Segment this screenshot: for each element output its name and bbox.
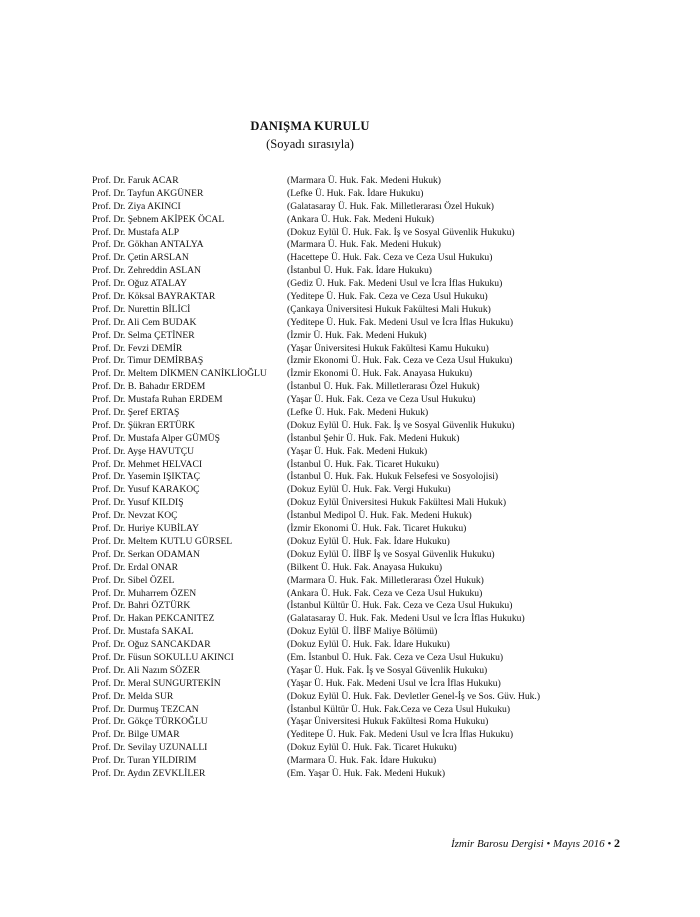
list-item (92, 768, 562, 781)
member-affiliation: (Galatasaray Ü. Huk. Fak. Medeni Usul ve İcra İflas Hukuku) (287, 613, 525, 625)
list-item (92, 678, 562, 691)
member-affiliation: (Marmara Ü. Huk. Fak. Medeni Hukuk) (287, 239, 441, 251)
member-name: Prof. Dr. Nurettin BİLİCİ (92, 303, 191, 315)
list-item (92, 278, 562, 291)
member-affiliation: (Dokuz Eylül Ü. Huk. Fak. Ticaret Hukuku) (287, 742, 457, 754)
page-number: 2 (614, 836, 620, 850)
list-item (92, 562, 562, 575)
member-name: Prof. Dr. Zehreddin ASLAN (92, 265, 201, 277)
member-affiliation: (Hacettepe Ü. Huk. Fak. Ceza ve Ceza Usul Hukuku) (287, 252, 493, 264)
list-item (92, 742, 562, 755)
list-item (92, 575, 562, 588)
member-affiliation: (İzmir Ü. Huk. Fak. Medeni Hukuk) (287, 329, 427, 341)
member-affiliation: (Yeditepe Ü. Huk. Fak. Medeni Usul ve İcra İflas Hukuku) (287, 729, 514, 741)
member-name: Prof. Dr. Timur DEMİRBAŞ (92, 355, 204, 367)
member-name: Prof. Dr. Nevzat KOÇ (92, 510, 178, 522)
member-name: Prof. Dr. Serkan ODAMAN (92, 548, 200, 560)
page-title: DANIŞMA KURULU (250, 119, 370, 133)
list-item (92, 446, 562, 459)
list-item (92, 471, 562, 484)
list-item (92, 368, 562, 381)
list-item (92, 665, 562, 678)
list-item (92, 252, 562, 265)
member-name: Prof. Dr. Gökçe TÜRKOĞLU (92, 716, 208, 728)
member-name: Prof. Dr. Ali Nazım SÖZER (92, 664, 201, 676)
member-name: Prof. Dr. Turan YILDIRIM (92, 755, 197, 767)
member-affiliation: (Marmara Ü. Huk. Fak. Milletlerarası Özel Hukuk) (287, 574, 484, 586)
list-item (92, 484, 562, 497)
member-affiliation: (Yaşar Üniversitesi Hukuk Fakültesi Roma Hukuku) (287, 716, 489, 728)
member-affiliation: (Dokuz Eylül Ü. İİBF Maliye Bölümü) (287, 626, 438, 638)
member-name: Prof. Dr. B. Bahadır ERDEM (92, 381, 206, 393)
member-name: Prof. Dr. Meral SUNGURTEKİN (92, 677, 221, 689)
list-item (92, 317, 562, 330)
list-item (92, 523, 562, 536)
member-name: Prof. Dr. Yasemin IŞIKTAÇ (92, 471, 200, 483)
member-affiliation: (Yaşar Ü. Huk. Fak. Medeni Usul ve İcra İflas Hukuku) (287, 677, 501, 689)
list-item (92, 755, 562, 768)
list-item (92, 704, 562, 717)
member-affiliation: (Dokuz Eylül Ü. Huk. Fak. İş ve Sosyal Güvenlik Hukuku) (287, 419, 515, 431)
member-affiliation: (Yaşar Üniversitesi Hukuk Fakültesi Kamu Hukuku) (287, 342, 489, 354)
member-name: Prof. Dr. Sevilay UZUNALLI (92, 742, 208, 754)
member-affiliation: (Dokuz Eylül Ü. Huk. Fak. İdare Hukuku) (287, 639, 450, 651)
member-affiliation: (Dokuz Eylül Ü. Huk. Fak. İdare Hukuku) (287, 535, 450, 547)
member-affiliation: (İstanbul Kültür Ü. Huk. Fak. Ceza ve Ceza Usul Hukuku) (287, 600, 513, 612)
member-affiliation: (İstanbul Ü. Huk. Fak. Hukuk Felsefesi ve Sosyolojisi) (287, 471, 499, 483)
list-item (92, 626, 562, 639)
member-affiliation: (Yaşar Ü. Huk. Fak. Medeni Hukuk) (287, 445, 428, 457)
member-affiliation: (Marmara Ü. Huk. Fak. Medeni Hukuk) (287, 175, 441, 186)
member-name: Prof. Dr. Muharrem ÖZEN (92, 587, 197, 599)
list-item (92, 214, 562, 227)
member-name: Prof. Dr. Selma ÇETİNER (92, 329, 195, 341)
list-item (92, 201, 562, 214)
list-item (92, 265, 562, 278)
page-footer (0, 836, 620, 851)
member-affiliation: (İzmir Ekonomi Ü. Huk. Fak. Anayasa Hukuku) (287, 368, 473, 380)
member-name: Prof. Dr. Meltem DİKMEN CANİKLİOĞLU (92, 368, 267, 380)
list-item (92, 588, 562, 601)
list-item (92, 355, 562, 368)
member-affiliation: (Yaşar Ü. Huk. Fak. Ceza ve Ceza Usul Hukuku) (287, 394, 476, 406)
list-item (92, 600, 562, 613)
list-item (92, 394, 562, 407)
member-name: Prof. Dr. Şebnem AKİPEK ÖCAL (92, 213, 225, 225)
member-name: Prof. Dr. Durmuş TEZCAN (92, 703, 199, 715)
journal-info: İzmir Barosu Dergisi • Mayıs 2016 • (450, 838, 612, 850)
list-item (92, 729, 562, 742)
member-name: Prof. Dr. Gökhan ANTALYA (92, 239, 204, 251)
list-item (92, 304, 562, 317)
member-name: Prof. Dr. Aydın ZEVKLİLER (92, 767, 206, 779)
member-affiliation: (İzmir Ekonomi Ü. Huk. Fak. Ticaret Hukuku) (287, 523, 467, 535)
member-affiliation: (Yeditepe Ü. Huk. Fak. Ceza ve Ceza Usul Hukuku) (287, 291, 488, 303)
member-name: Prof. Dr. Füsun SOKULLU AKINCI (92, 651, 234, 663)
member-affiliation: (Em. Yaşar Ü. Huk. Fak. Medeni Hukuk) (287, 767, 446, 779)
member-affiliation: (Lefke Ü. Huk. Fak. İdare Hukuku) (287, 187, 424, 199)
member-affiliation: (İstanbul Ü. Huk. Fak. İdare Hukuku) (287, 265, 432, 277)
list-item (92, 227, 562, 240)
member-name: Prof. Dr. Erdal ONAR (92, 561, 179, 573)
member-affiliation: (İstanbul Ü. Huk. Fak. Ticaret Hukuku) (287, 458, 439, 470)
member-affiliation: (Ankara Ü. Huk. Fak. Ceza ve Ceza Usul Hukuku) (287, 587, 483, 599)
member-name: Prof. Dr. Meltem KUTLU GÜRSEL (92, 535, 233, 547)
list-item (92, 716, 562, 729)
member-name: Prof. Dr. Tayfun AKGÜNER (92, 187, 204, 199)
member-name: Prof. Dr. Hakan PEKCANITEZ (92, 613, 215, 625)
list-item (92, 343, 562, 356)
member-name: Prof. Dr. Mustafa ALP (92, 226, 180, 238)
list-item (92, 549, 562, 562)
member-affiliation: (Em. İstanbul Ü. Huk. Fak. Ceza ve Ceza Usul Hukuku) (287, 651, 504, 663)
member-name: Prof. Dr. Mustafa Alper GÜMÜŞ (92, 432, 220, 444)
member-name: Prof. Dr. Yusuf KILDIŞ (92, 497, 184, 509)
member-affiliation: (İstanbul Şehir Ü. Huk. Fak. Medeni Hukuk) (287, 432, 460, 444)
member-affiliation: (Gediz Ü. Huk. Fak. Medeni Usul ve İcra İflas Hukuku) (287, 278, 503, 290)
list-item (92, 420, 562, 433)
member-name: Prof. Dr. Yusuf KARAKOÇ (92, 484, 200, 496)
member-affiliation: (Çankaya Üniversitesi Hukuk Fakültesi Mali Hukuk) (287, 303, 491, 315)
member-affiliation: (Yaşar Ü. Huk. Fak. İş ve Sosyal Güvenlik Hukuku) (287, 664, 488, 676)
member-name: Prof. Dr. Sibel ÖZEL (92, 574, 175, 586)
list-item (92, 291, 562, 304)
member-name: Prof. Dr. Ayşe HAVUTÇU (92, 445, 195, 457)
member-name: Prof. Dr. Mustafa Ruhan ERDEM (92, 394, 223, 406)
member-name: Prof. Dr. Şeref ERTAŞ (92, 407, 180, 419)
list-item (92, 433, 562, 446)
member-name: Prof. Dr. Şükran ERTÜRK (92, 419, 196, 431)
list-item (92, 239, 562, 252)
member-affiliation: (Ankara Ü. Huk. Fak. Medeni Hukuk) (287, 213, 435, 225)
member-name: Prof. Dr. Mustafa SAKAL (92, 626, 194, 638)
member-name: Prof. Dr. Bahri ÖZTÜRK (92, 600, 191, 612)
member-name: Prof. Dr. Huriye KUBİLAY (92, 523, 200, 535)
member-affiliation: (Yeditepe Ü. Huk. Fak. Medeni Usul ve İcra İflas Hukuku) (287, 316, 514, 328)
member-name: Prof. Dr. Ali Cem BUDAK (92, 316, 197, 328)
member-affiliation: (İstanbul Medipol Ü. Huk. Fak. Medeni Hukuk) (287, 510, 472, 522)
list-item (92, 175, 562, 188)
list-item (92, 536, 562, 549)
member-name: Prof. Dr. Oğuz ATALAY (92, 278, 188, 290)
list-item (92, 510, 562, 523)
member-affiliation: (Dokuz Eylül Ü. Huk. Fak. İş ve Sosyal Güvenlik Hukuku) (287, 226, 515, 238)
member-name: Prof. Dr. Köksal BAYRAKTAR (92, 291, 216, 303)
member-name: Prof. Dr. Fevzi DEMİR (92, 342, 183, 354)
member-name: Prof. Dr. Ziya AKINCI (92, 200, 181, 212)
list-item (92, 407, 562, 420)
member-name: Prof. Dr. Mehmet HELVACI (92, 458, 203, 470)
member-affiliation: (Dokuz Eylül Ü. İİBF İş ve Sosyal Güvenlik Hukuku) (287, 548, 495, 560)
list-item (92, 652, 562, 665)
member-affiliation: (Bilkent Ü. Huk. Fak. Anayasa Hukuku) (287, 561, 443, 573)
member-name: Prof. Dr. Bilge UMAR (92, 729, 180, 741)
member-name: Prof. Dr. Melda SUR (92, 690, 174, 702)
member-affiliation: (Galatasaray Ü. Huk. Fak. Milletlerarası Özel Hukuk) (287, 200, 494, 212)
member-affiliation: (Lefke Ü. Huk. Fak. Medeni Hukuk) (287, 407, 429, 419)
member-affiliation: (Dokuz Eylül Üniversitesi Hukuk Fakültesi Mali Hukuk) (287, 497, 507, 509)
list-item (92, 459, 562, 472)
member-affiliation: (Marmara Ü. Huk. Fak. İdare Hukuku) (287, 755, 437, 767)
list-item (92, 330, 562, 343)
member-name: Prof. Dr. Faruk ACAR (92, 175, 179, 186)
member-affiliation: (Dokuz Eylül Ü. Huk. Fak. Vergi Hukuku) (287, 484, 451, 496)
member-affiliation: (İstanbul Kültür Ü. Huk. Fak.Ceza ve Ceza Usul Hukuku) (287, 703, 511, 715)
list-item (92, 188, 562, 201)
list-item (92, 497, 562, 510)
member-name: Prof. Dr. Oğuz SANCAKDAR (92, 639, 211, 651)
member-affiliation: (İzmir Ekonomi Ü. Huk. Fak. Ceza ve Ceza Usul Hukuku) (287, 355, 513, 367)
member-name: Prof. Dr. Çetin ARSLAN (92, 252, 189, 264)
member-affiliation: (İstanbul Ü. Huk. Fak. Milletlerarası Özel Hukuk) (287, 381, 480, 393)
list-item (92, 381, 562, 394)
list-item (92, 613, 562, 626)
advisory-board-list (92, 175, 562, 781)
page-subtitle: (Soyadı sırasıyla) (266, 137, 354, 151)
member-affiliation: (Dokuz Eylül Ü. Huk. Fak. Devletler Genel-İş ve Sos. Güv. Huk.) (287, 690, 541, 702)
list-item (92, 691, 562, 704)
list-item (92, 639, 562, 652)
